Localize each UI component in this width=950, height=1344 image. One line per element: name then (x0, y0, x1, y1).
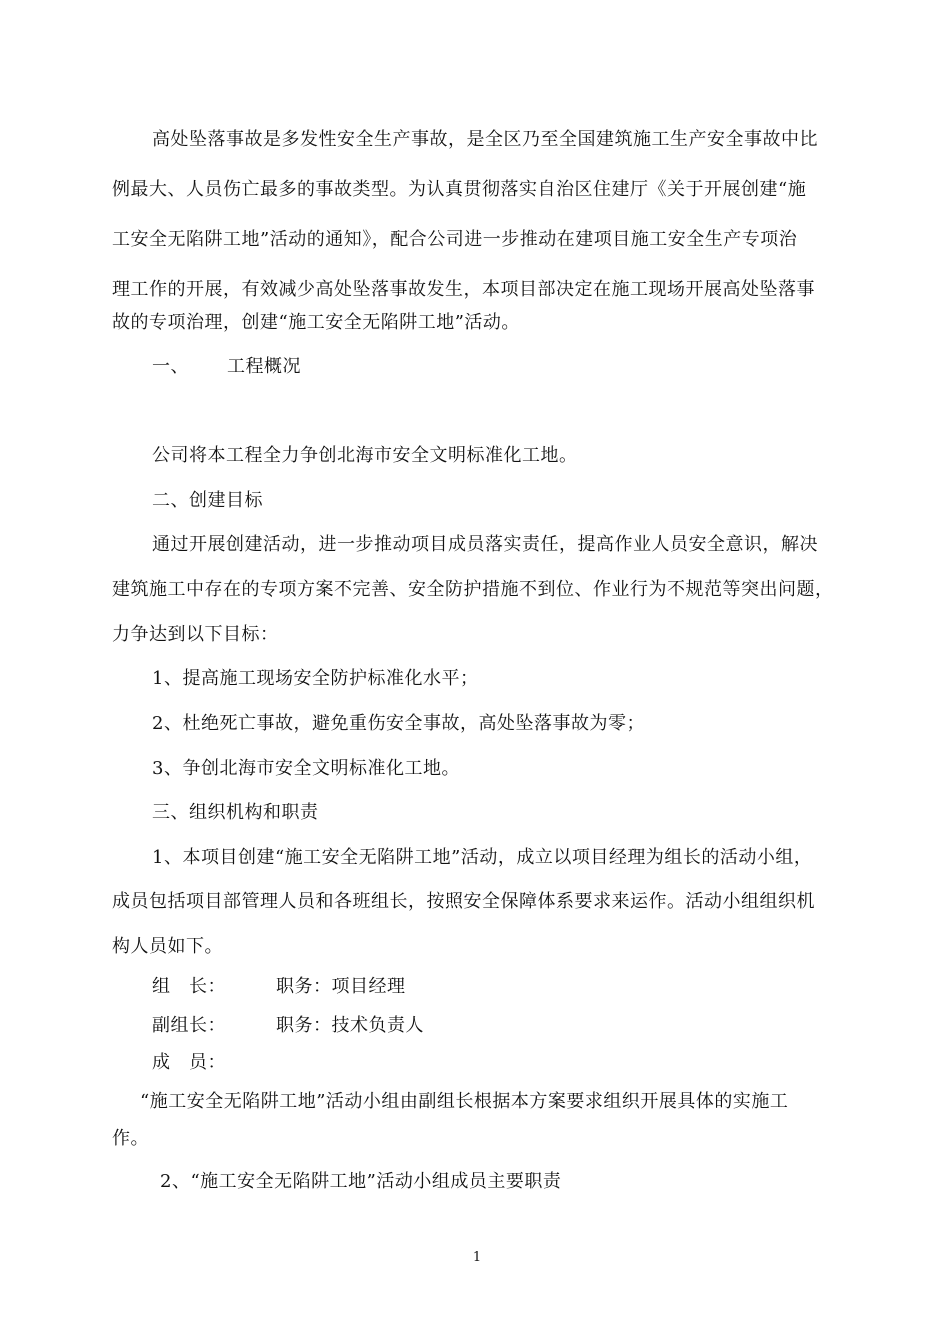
section2-para-line-2: 建筑施工中存在的专项方案不完善、安全防护措施不到位、作业行为不规范等突出问题， (112, 579, 834, 600)
role-label: 副组长： (152, 1015, 226, 1036)
section3-para-line-3: 构人员如下。 (112, 936, 223, 957)
goal-item-3: 3、争创北海市安全文明标准化工地。 (152, 758, 460, 779)
role-row-members (152, 1051, 276, 1075)
role-duty: 职务：技术负责人 (276, 1015, 424, 1036)
role-row-leader (152, 975, 406, 999)
intro-line-1: 高处坠落事故是多发性安全生产事故，是全区乃至全国建筑施工生产安全事故中比 (152, 129, 818, 150)
section2-heading: 二、创建目标 (152, 490, 263, 511)
section1-number: 一、 (152, 356, 189, 377)
section2-para-line-3: 力争达到以下目标： (112, 624, 279, 645)
intro-line-3: 工安全无陷阱工地”活动的通知》，配合公司进一步推动在建项目施工安全生产专项治 (112, 229, 798, 250)
section3-para-line-2: 成员包括项目部管理人员和各班组长，按照安全保障体系要求来运作。活动小组组织机 (112, 891, 815, 912)
goal-item-1: 1、提高施工现场安全防护标准化水平； (152, 668, 479, 689)
section2-para-line-1: 通过开展创建活动，进一步推动项目成员落实责任，提高作业人员安全意识，解决 (152, 534, 818, 555)
section3-heading: 三、组织机构和职责 (152, 802, 319, 823)
role-row-deputy (152, 1014, 424, 1038)
page-number: 1 (472, 1250, 482, 1265)
intro-line-4: 理工作的开展，有效减少高处坠落事故发生，本项目部决定在施工现场开展高处坠落事 (112, 279, 815, 300)
project-goal-line: 公司将本工程全力争创北海市安全文明标准化工地。 (152, 445, 578, 466)
role-label: 成 员： (152, 1052, 226, 1073)
section1-title: 工程概况 (227, 356, 301, 377)
role-duty: 职务：项目经理 (276, 976, 406, 997)
section3-para-line-1: 1、本项目创建“施工安全无陷阱工地”活动，成立以项目经理为组长的活动小组， (152, 847, 813, 868)
impl-line-2: 作。 (112, 1128, 149, 1149)
goal-item-2: 2、杜绝死亡事故，避免重伤安全事故，高处坠落事故为零； (152, 713, 645, 734)
role-label: 组 长： (152, 976, 226, 997)
intro-line-2: 例最大、人员伤亡最多的事故类型。为认真贯彻落实自治区住建厅《关于开展创建“施 (112, 179, 807, 200)
impl-line-1: “施工安全无陷阱工地”活动小组由副组长根据本方案要求组织开展具体的实施工 (140, 1091, 789, 1112)
section3-item-2: 2、“施工安全无陷阱工地”活动小组成员主要职责 (160, 1171, 562, 1192)
intro-line-5: 故的专项治理，创建“施工安全无陷阱工地”活动。 (112, 312, 520, 333)
section1-heading (152, 355, 301, 379)
